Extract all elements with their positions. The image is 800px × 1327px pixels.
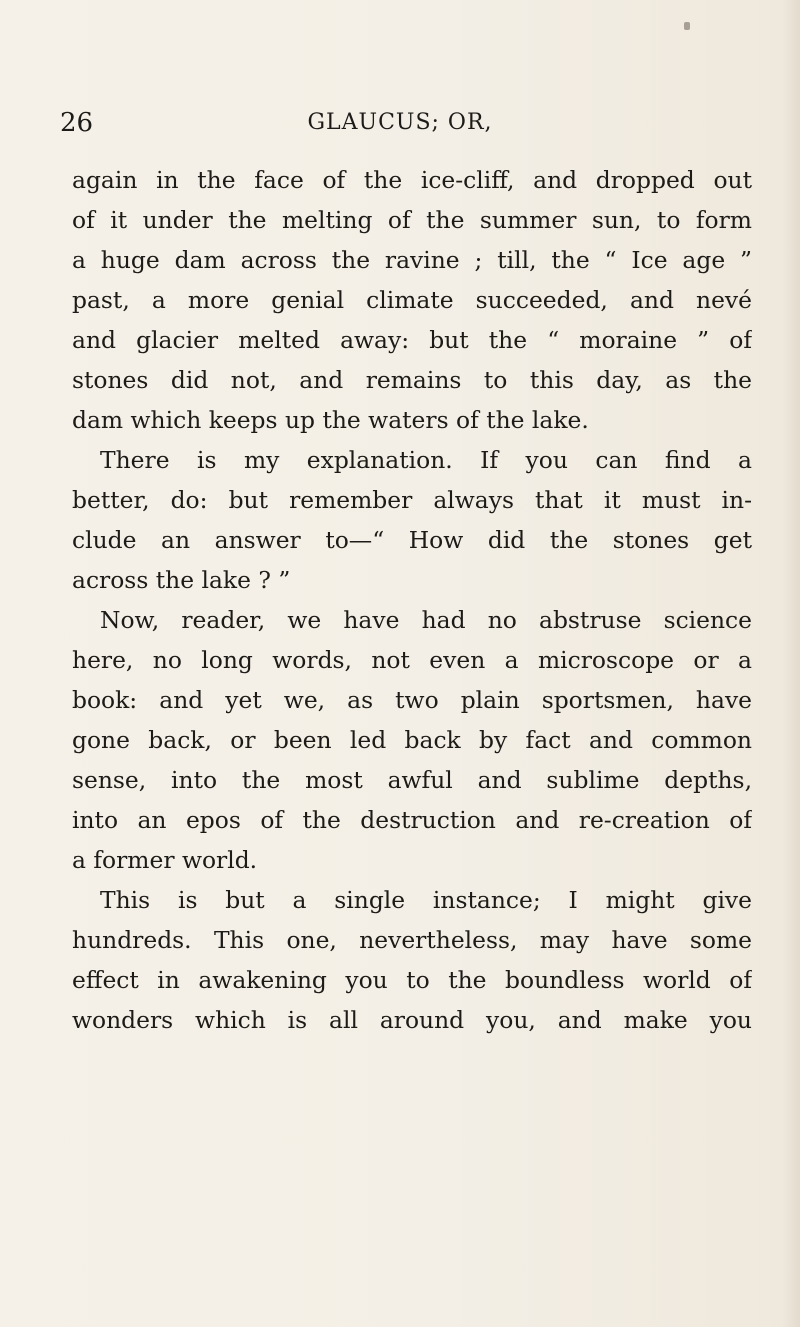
- text-line: book: and yet we, as two plain sportsmen, have: [72, 686, 752, 714]
- text-line: sense, into the most awful and sublime depths,: [72, 766, 752, 794]
- text-line: of it under the melting of the summer sun, to form: [72, 206, 752, 234]
- page-number: 26: [60, 108, 94, 138]
- running-title: GLAUCUS; OR,: [307, 110, 493, 135]
- text-line: effect in awakening you to the boundless world of: [72, 966, 752, 994]
- text-line: wonders which is all around you, and make you: [72, 1006, 752, 1034]
- text-line: past, a more genial climate succeeded, and nevé: [72, 286, 752, 314]
- text-line: hundreds. This one, nevertheless, may have some: [72, 926, 752, 954]
- text-line: There is my explanation. If you can find a: [100, 446, 752, 474]
- text-line: gone back, or been led back by fact and common: [72, 726, 752, 754]
- text-line: stones did not, and remains to this day, as the: [72, 366, 752, 394]
- text-line: a huge dam across the ravine ; till, the “ Ice age ”: [72, 246, 752, 274]
- text-line: better, do: but remember always that it must in-: [72, 486, 752, 514]
- text-line: Now, reader, we have had no abstruse science: [100, 606, 752, 634]
- text-line: clude an answer to—“ How did the stones get: [72, 526, 752, 554]
- text-line: here, no long words, not even a microscope or a: [72, 646, 752, 674]
- text-line: dam which keeps up the waters of the lake.: [72, 406, 589, 434]
- body-text: [72, 160, 752, 1040]
- page-header: [60, 103, 740, 143]
- text-line: This is but a single instance; I might give: [100, 886, 752, 914]
- text-line: again in the face of the ice-cliff, and dropped out: [72, 166, 752, 194]
- ink-speck: [684, 22, 690, 30]
- text-line: a former world.: [72, 846, 258, 874]
- text-line: across the lake ? ”: [72, 566, 291, 594]
- text-line: into an epos of the destruction and re-creation of: [72, 806, 752, 834]
- page-edge-shadow: [782, 0, 800, 1327]
- text-line: and glacier melted away: but the “ moraine ” of: [72, 326, 752, 354]
